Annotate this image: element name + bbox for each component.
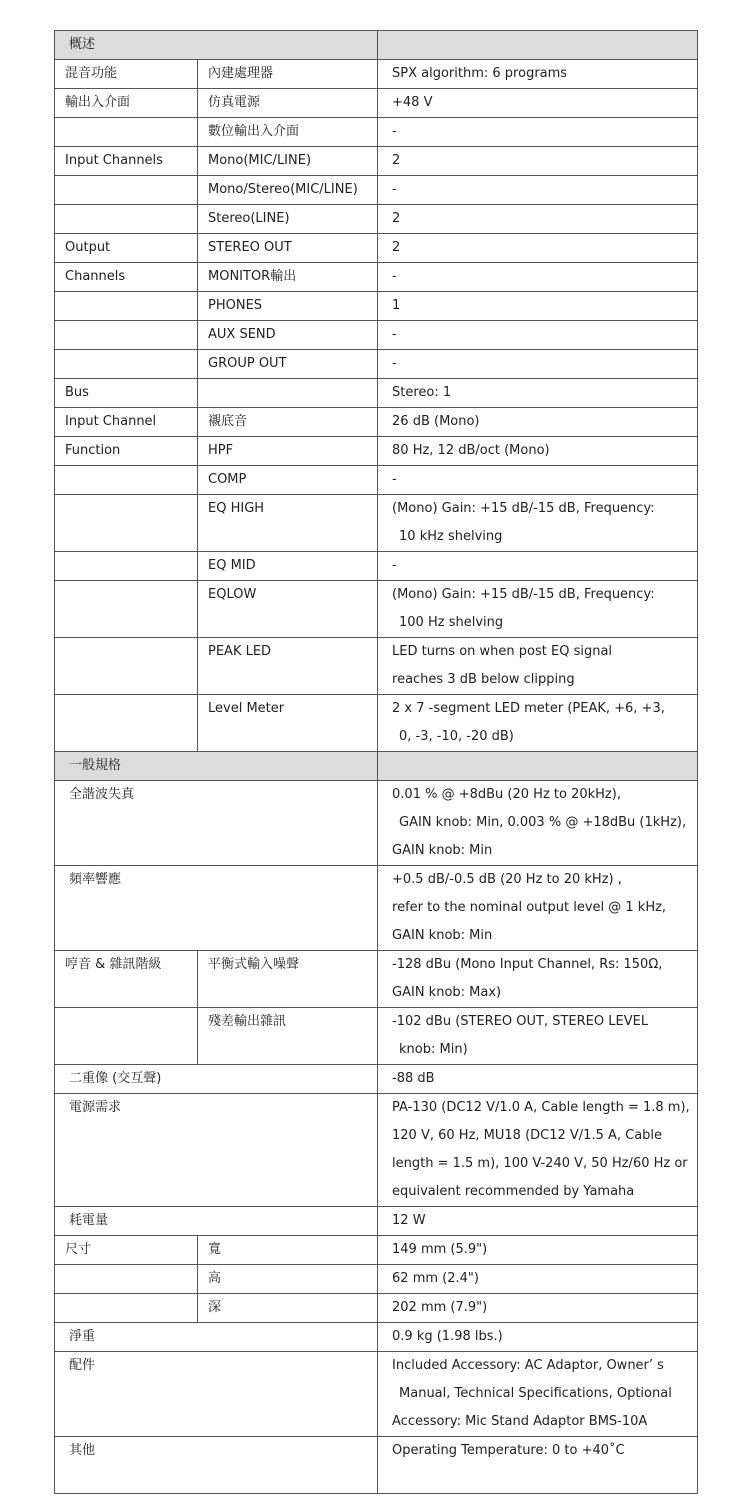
spec-value-line: 2 <box>392 153 401 168</box>
spec-value-line: 100 Hz shelving <box>399 615 504 630</box>
spec-row <box>55 1207 698 1236</box>
spec-value <box>378 951 698 1008</box>
spec-subcategory: GROUP OUT <box>198 350 378 379</box>
spec-value <box>378 292 698 321</box>
spec-subcategory: Mono/Stereo(MIC/LINE) <box>198 176 378 205</box>
spec-category: 淨重 <box>55 1323 378 1352</box>
spec-value-line <box>392 752 697 780</box>
spec-category <box>55 638 198 695</box>
spec-value-line: (Mono) Gain: +15 dB/-15 dB, Frequency: <box>392 501 655 516</box>
spec-category <box>55 466 198 495</box>
spec-value-line: Stereo: 1 <box>392 385 452 400</box>
spec-value <box>378 752 698 781</box>
spec-category: Output <box>55 234 198 263</box>
spec-subcategory <box>198 379 378 408</box>
section-header-row <box>55 31 698 60</box>
spec-table <box>54 30 698 1494</box>
spec-value <box>378 1236 698 1265</box>
spec-value-line: 26 dB (Mono) <box>392 414 480 429</box>
spec-value <box>378 234 698 263</box>
spec-value-line: 149 mm (5.9") <box>392 1242 488 1257</box>
spec-value-line <box>392 1465 697 1493</box>
spec-category <box>55 1265 198 1294</box>
spec-value <box>378 321 698 350</box>
spec-category <box>55 321 198 350</box>
spec-category <box>55 581 198 638</box>
spec-subcategory: 平衡式輸入噪聲 <box>198 951 378 1008</box>
spec-category <box>55 1008 198 1065</box>
spec-subcategory: Stereo(LINE) <box>198 205 378 234</box>
spec-category <box>55 350 198 379</box>
spec-value <box>378 495 698 552</box>
spec-value-line: - <box>392 472 397 487</box>
spec-row <box>55 118 698 147</box>
spec-subcategory: 數位輸出入介面 <box>198 118 378 147</box>
spec-row <box>55 1323 698 1352</box>
spec-category: Function <box>55 437 198 466</box>
spec-row <box>55 1094 698 1207</box>
spec-value-line: 2 x 7 -segment LED meter (PEAK, +6, +3, <box>392 701 665 716</box>
spec-row <box>55 1008 698 1065</box>
spec-subcategory: Level Meter <box>198 695 378 752</box>
spec-value-line: refer to the nominal output level @ 1 kHz, <box>392 900 667 915</box>
spec-row <box>55 408 698 437</box>
spec-subcategory: STEREO OUT <box>198 234 378 263</box>
spec-subcategory: 襯底音 <box>198 408 378 437</box>
spec-row <box>55 350 698 379</box>
spec-category <box>55 695 198 752</box>
spec-category <box>55 292 198 321</box>
spec-category: 頻率響應 <box>55 866 378 951</box>
spec-row <box>55 321 698 350</box>
spec-value-line: 0.01 % @ +8dBu (20 Hz to 20kHz), <box>392 787 621 802</box>
spec-value <box>378 1207 698 1236</box>
spec-value-line: - <box>392 124 397 139</box>
spec-category: 輸出入介面 <box>55 89 198 118</box>
spec-value <box>378 176 698 205</box>
spec-value <box>378 31 698 60</box>
spec-row <box>55 1437 698 1494</box>
spec-value <box>378 408 698 437</box>
spec-subcategory: EQ HIGH <box>198 495 378 552</box>
spec-row <box>55 1065 698 1094</box>
spec-subcategory: 仿真電源 <box>198 89 378 118</box>
spec-row <box>55 695 698 752</box>
spec-value <box>378 350 698 379</box>
section-header-row <box>55 752 698 781</box>
spec-row <box>55 1236 698 1265</box>
spec-row <box>55 866 698 951</box>
spec-category <box>55 1294 198 1323</box>
spec-value-line: +48 V <box>392 95 433 110</box>
spec-value <box>378 89 698 118</box>
spec-value-line: - <box>392 356 397 371</box>
spec-value-line: 12 W <box>392 1213 426 1228</box>
spec-value-line: GAIN knob: Min <box>392 843 493 858</box>
spec-value <box>378 1352 698 1437</box>
spec-subcategory: 深 <box>198 1294 378 1323</box>
spec-row <box>55 781 698 866</box>
spec-row <box>55 466 698 495</box>
spec-category: 二重像 (交互聲) <box>55 1065 378 1094</box>
spec-value-line: +0.5 dB/-0.5 dB (20 Hz to 20 kHz) , <box>392 872 622 887</box>
spec-value-line: -102 dBu (STEREO OUT, STEREO LEVEL <box>392 1014 649 1029</box>
spec-value <box>378 552 698 581</box>
spec-value-line: 10 kHz shelving <box>399 529 503 544</box>
spec-value <box>378 1437 698 1494</box>
spec-value-line <box>392 31 697 59</box>
spec-category <box>55 495 198 552</box>
spec-row <box>55 638 698 695</box>
spec-subcategory: PHONES <box>198 292 378 321</box>
spec-row <box>55 951 698 1008</box>
spec-category: 全諧波失真 <box>55 781 378 866</box>
spec-subcategory: MONITOR輸出 <box>198 263 378 292</box>
spec-value <box>378 581 698 638</box>
spec-category <box>55 205 198 234</box>
spec-value-line: 1 <box>392 298 401 313</box>
spec-subcategory: AUX SEND <box>198 321 378 350</box>
spec-value <box>378 379 698 408</box>
section-title: 概述 <box>55 31 378 60</box>
spec-value-line: Operating Temperature: 0 to +40˚C <box>392 1443 625 1458</box>
spec-value <box>378 1008 698 1065</box>
spec-category: 混音功能 <box>55 60 198 89</box>
spec-value-line: -128 dBu (Mono Input Channel, Rs: 150Ω, <box>392 957 663 972</box>
spec-value <box>378 437 698 466</box>
spec-subcategory: 寬 <box>198 1236 378 1265</box>
spec-value-line: LED turns on when post EQ signal <box>392 644 613 659</box>
spec-value-line: SPX algorithm: 6 programs <box>392 66 568 81</box>
spec-category <box>55 118 198 147</box>
spec-value <box>378 866 698 951</box>
spec-category: Input Channels <box>55 147 198 176</box>
spec-value-line: equivalent recommended by Yamaha <box>392 1184 635 1199</box>
spec-value <box>378 60 698 89</box>
spec-row <box>55 1265 698 1294</box>
spec-row <box>55 379 698 408</box>
spec-value-line: 0, -3, -10, -20 dB) <box>399 729 514 744</box>
spec-subcategory: HPF <box>198 437 378 466</box>
spec-value-line: 120 V, 60 Hz, MU18 (DC12 V/1.5 A, Cable <box>392 1128 663 1143</box>
spec-subcategory: EQLOW <box>198 581 378 638</box>
spec-value-line: 0.9 kg (1.98 lbs.) <box>392 1329 503 1344</box>
spec-value-line: Included Accessory: AC Adaptor, Owner’ s <box>392 1358 664 1373</box>
spec-value-line: -88 dB <box>392 1071 435 1086</box>
section-title: 一般規格 <box>55 752 378 781</box>
spec-value-line: length = 1.5 m), 100 V-240 V, 50 Hz/60 Hz or <box>392 1156 688 1171</box>
spec-subcategory: COMP <box>198 466 378 495</box>
spec-row <box>55 552 698 581</box>
spec-row <box>55 581 698 638</box>
spec-subcategory: 殘差輸出雜訊 <box>198 1008 378 1065</box>
spec-row <box>55 292 698 321</box>
spec-subcategory: EQ MID <box>198 552 378 581</box>
spec-value <box>378 205 698 234</box>
spec-category: Channels <box>55 263 198 292</box>
spec-value-line: - <box>392 558 397 573</box>
spec-value-line: 2 <box>392 211 401 226</box>
spec-value-line: PA-130 (DC12 V/1.0 A, Cable length = 1.8 m), <box>392 1100 690 1115</box>
spec-row <box>55 495 698 552</box>
spec-value-line: - <box>392 182 397 197</box>
spec-subcategory: 高 <box>198 1265 378 1294</box>
spec-subcategory: 內建處理器 <box>198 60 378 89</box>
spec-category: 配件 <box>55 1352 378 1437</box>
spec-value <box>378 1294 698 1323</box>
spec-category: 電源需求 <box>55 1094 378 1207</box>
spec-value-line: 2 <box>392 240 401 255</box>
spec-subcategory: PEAK LED <box>198 638 378 695</box>
spec-row <box>55 147 698 176</box>
spec-value <box>378 1065 698 1094</box>
spec-row <box>55 1352 698 1437</box>
spec-row <box>55 89 698 118</box>
spec-value <box>378 263 698 292</box>
spec-value <box>378 466 698 495</box>
spec-value-line: Accessory: Mic Stand Adaptor BMS-10A <box>392 1414 648 1429</box>
spec-value-line: 80 Hz, 12 dB/oct (Mono) <box>392 443 550 458</box>
spec-value <box>378 695 698 752</box>
spec-row <box>55 437 698 466</box>
spec-category: Input Channel <box>55 408 198 437</box>
spec-category: Bus <box>55 379 198 408</box>
spec-value-line: GAIN knob: Min <box>392 928 493 943</box>
spec-category <box>55 176 198 205</box>
spec-subcategory: Mono(MIC/LINE) <box>198 147 378 176</box>
spec-value <box>378 1265 698 1294</box>
spec-value-line: 62 mm (2.4") <box>392 1271 479 1286</box>
spec-value <box>378 1094 698 1207</box>
spec-value-line: - <box>392 269 397 284</box>
spec-value <box>378 638 698 695</box>
spec-value-line: - <box>392 327 397 342</box>
spec-row <box>55 205 698 234</box>
spec-value <box>378 147 698 176</box>
spec-value <box>378 781 698 866</box>
spec-value-line: Manual, Technical Specifications, Optional <box>399 1386 672 1401</box>
spec-category: 其他 <box>55 1437 378 1494</box>
spec-category: 耗電量 <box>55 1207 378 1236</box>
spec-value-line: knob: Min) <box>399 1042 468 1057</box>
spec-value-line: 202 mm (7.9") <box>392 1300 488 1315</box>
spec-value <box>378 1323 698 1352</box>
spec-row <box>55 60 698 89</box>
spec-category <box>55 552 198 581</box>
spec-row <box>55 1294 698 1323</box>
spec-value-line: GAIN knob: Min, 0.003 % @ +18dBu (1kHz), <box>399 815 687 830</box>
spec-value-line: (Mono) Gain: +15 dB/-15 dB, Frequency: <box>392 587 655 602</box>
spec-value <box>378 118 698 147</box>
spec-category: 哼音 & 雜訊階級 <box>55 951 198 1008</box>
spec-row <box>55 263 698 292</box>
spec-table-body <box>55 31 698 1494</box>
spec-row <box>55 176 698 205</box>
spec-value-line: reaches 3 dB below clipping <box>392 672 575 687</box>
spec-row <box>55 234 698 263</box>
spec-value-line: GAIN knob: Max) <box>392 985 502 1000</box>
spec-category: 尺寸 <box>55 1236 198 1265</box>
